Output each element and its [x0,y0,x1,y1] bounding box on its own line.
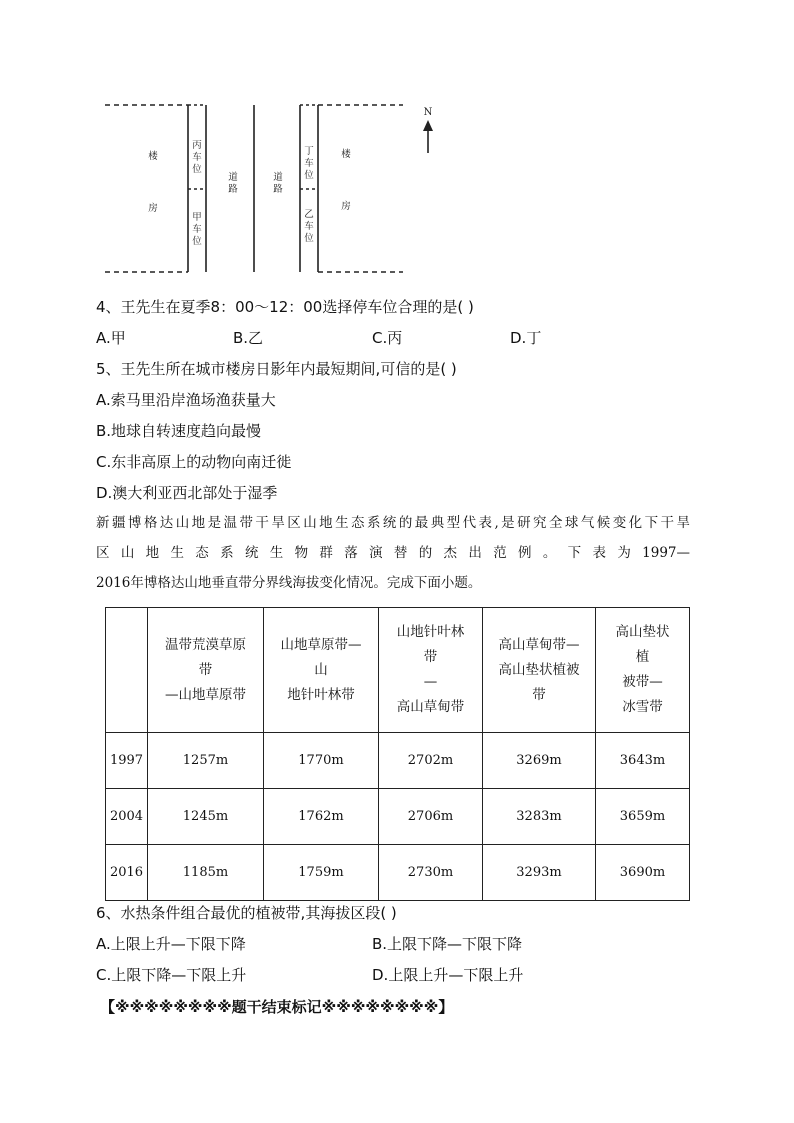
svg-text:道: 道 [273,172,283,183]
parking-diagram [95,95,445,280]
svg-text:乙: 乙 [304,209,314,220]
road-left-label [228,171,238,195]
table-cell: 3293m [483,845,596,901]
spot-ding-label [304,146,314,181]
passage-line-1: 新疆博格达山地是温带干旱区山地生态系统的最典型代表,是研究全球气候变化下干旱 [96,515,690,531]
table-row [106,845,690,901]
table-cell: 3643m [596,733,690,789]
spot-bing-label [192,140,202,175]
road-right-label [273,171,283,195]
q5-option-b[interactable]: B.地球自转速度趋向最慢 [96,422,262,440]
table-row [106,789,690,845]
q6-option-c[interactable]: C.上限下降—下限上升 [96,966,247,984]
table-corner-cell [106,608,148,733]
row-year: 2016 [106,845,148,901]
table-cell: 3690m [596,845,690,901]
svg-text:甲: 甲 [192,212,202,223]
right-building-label-2: 房 [341,201,351,212]
table-header-cell: 高山垫状 植 被带— 冰雪带 [596,608,690,733]
svg-text:车: 车 [304,221,314,232]
q5-option-c[interactable]: C.东非高原上的动物向南迁徙 [96,453,292,471]
table-cell: 1770m [264,733,379,789]
table-cell: 1257m [148,733,264,789]
table-cell: 3659m [596,789,690,845]
svg-text:道: 道 [228,172,238,183]
left-building-label-1: 楼 [148,151,158,162]
q4-option-b[interactable]: B.乙 [233,329,264,347]
svg-text:丙: 丙 [192,140,202,151]
q6-option-d[interactable]: D.上限上升—下限上升 [372,966,524,984]
north-arrow-icon [423,120,433,131]
svg-text:车: 车 [192,224,202,235]
table-header-row [106,608,690,733]
altitude-table [105,607,690,901]
right-building-label-1: 楼 [341,149,351,160]
passage-line-3: 2016年博格达山地垂直带分界线海拔变化情况。完成下面小题。 [96,575,482,591]
table-cell: 3283m [483,789,596,845]
svg-text:位: 位 [304,233,314,244]
left-building-label-2: 房 [148,203,158,214]
table-cell: 1245m [148,789,264,845]
svg-text:路: 路 [273,184,283,195]
table-cell: 2702m [379,733,483,789]
q5-option-a[interactable]: A.索马里沿岸渔场渔获量大 [96,391,276,409]
q5-option-d[interactable]: D.澳大利亚西北部处于湿季 [96,484,278,502]
q6-option-b[interactable]: B.上限下降—下限下降 [372,935,523,953]
q6-option-a[interactable]: A.上限上升—下限下降 [96,935,246,953]
spot-yi-label [304,209,314,244]
table-cell: 1185m [148,845,264,901]
question-5-stem: 5、王先生所在城市楼房日影年内最短期间,可信的是( ) [96,360,457,378]
table-cell: 3269m [483,733,596,789]
svg-text:位: 位 [304,170,314,181]
svg-text:丁: 丁 [304,146,314,157]
q4-option-a[interactable]: A.甲 [96,329,126,347]
end-marker: 【※※※※※※※※题干结束标记※※※※※※※※】 [100,998,454,1016]
svg-text:位: 位 [192,236,202,247]
table-header-cell: 山地草原带— 山 地针叶林带 [264,608,379,733]
table-row [106,733,690,789]
table-cell: 2706m [379,789,483,845]
table-cell: 1762m [264,789,379,845]
q4-option-d[interactable]: D.丁 [510,329,542,347]
table-cell: 2730m [379,845,483,901]
table-header-cell: 温带荒漠草原 带 —山地草原带 [148,608,264,733]
table-header-cell: 高山草甸带— 高山垫状植被 带 [483,608,596,733]
svg-text:路: 路 [228,184,238,195]
svg-text:位: 位 [192,164,202,175]
passage-line-2: 区山地生态系统生物群落演替的杰出范例。下表为1997— [96,545,690,561]
question-4-stem: 4、王先生在夏季8：00～12：00选择停车位合理的是( ) [96,298,474,316]
question-6-stem: 6、水热条件组合最优的植被带,其海拔区段( ) [96,904,397,922]
q4-option-c[interactable]: C.丙 [372,329,403,347]
north-label: N [423,107,433,118]
row-year: 1997 [106,733,148,789]
svg-text:车: 车 [304,158,314,169]
spot-jia-label [192,212,202,247]
reading-passage [96,508,690,598]
table-cell: 1759m [264,845,379,901]
row-year: 2004 [106,789,148,845]
table-header-cell: 山地针叶林 带 — 高山草甸带 [379,608,483,733]
svg-text:车: 车 [192,152,202,163]
